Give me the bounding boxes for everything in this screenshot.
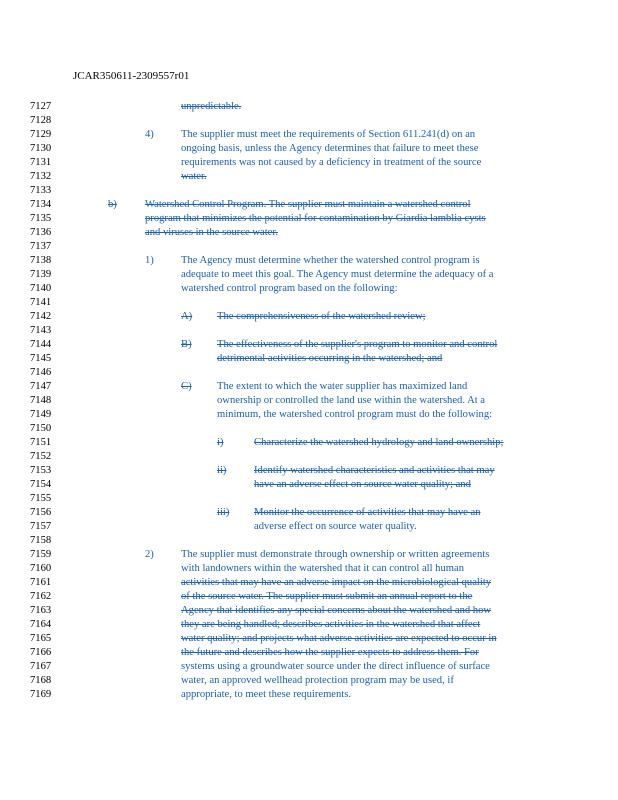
- line-number: 7153: [30, 465, 52, 476]
- line-number: 7140: [30, 283, 52, 294]
- line-number: 7168: [30, 675, 52, 686]
- item-label: 4): [145, 129, 154, 140]
- item-b2-line: water, an approved wellhead protection program may be used, if: [181, 675, 454, 686]
- item-B-line: The effectiveness of the supplier's program to monitor and control: [217, 339, 498, 350]
- line-number: 7150: [30, 423, 52, 434]
- item-label: B): [181, 339, 192, 350]
- item-B-line: detrimental activities occurring in the watershed; and: [217, 353, 443, 364]
- item-b2-line: with landowners within the watershed that it can control all human: [181, 563, 465, 574]
- line-number: 7154: [30, 479, 52, 490]
- line-number: 7127: [30, 101, 52, 112]
- item-4-line: water.: [181, 171, 207, 182]
- section-b-label: b): [108, 199, 117, 210]
- line-number: 7133: [30, 185, 52, 196]
- line-number: 7152: [30, 451, 52, 462]
- section-b-line: Watershed Control Program. The supplier must maintain a watershed control: [145, 199, 471, 210]
- section-b-line: and viruses in the source water.: [145, 227, 278, 238]
- item-label: 1): [145, 255, 154, 266]
- line-number: 7149: [30, 409, 52, 420]
- item-b2-line: water quality; and projects what adverse activities are expected to occur in: [181, 633, 497, 644]
- item-iii-line: Monitor the occurrence of activities that may have an: [254, 507, 481, 518]
- line-number: 7158: [30, 535, 52, 546]
- item-label: A): [181, 311, 193, 322]
- line-number: 7142: [30, 311, 52, 322]
- item-label: ii): [217, 465, 227, 476]
- line-number: 7162: [30, 591, 52, 602]
- line-number: 7160: [30, 563, 52, 574]
- item-b1-line: watershed control program based on the following:: [181, 283, 398, 294]
- item-b2-line: they are being handled; describes activities in the watershed that affect: [181, 619, 481, 630]
- line-number: 7155: [30, 493, 52, 504]
- line-number: 7169: [30, 689, 52, 700]
- line-number: 7128: [30, 115, 52, 126]
- line-number: 7131: [30, 157, 52, 168]
- item-b1-line: The Agency must determine whether the watershed control program is: [181, 255, 480, 266]
- struck-text: unpredictable.: [181, 101, 242, 112]
- line-number: 7156: [30, 507, 52, 518]
- line-number: 7146: [30, 367, 52, 378]
- line-number: 7147: [30, 381, 52, 392]
- item-b2-line: the future and describes how the supplier expects to address them. For: [181, 647, 479, 658]
- line-number: 7129: [30, 129, 52, 140]
- line-number: 7163: [30, 605, 52, 616]
- item-4-line: The supplier must meet the requirements of Section 611.241(d) on an: [181, 129, 476, 140]
- item-iii-line: adverse effect on source water quality.: [254, 521, 417, 532]
- item-C-line: ownership or controlled the land use within the watershed. At a: [217, 395, 486, 406]
- line-number: 7143: [30, 325, 52, 336]
- line-number: 7166: [30, 647, 52, 658]
- item-b2-line: systems using a groundwater source under the direct influence of surface: [181, 661, 490, 672]
- line-number: 7148: [30, 395, 52, 406]
- item-A-line: The comprehensiveness of the watershed review;: [217, 311, 426, 322]
- line-number: 7145: [30, 353, 52, 364]
- line-number: 7136: [30, 227, 52, 238]
- section-b-line: program that minimizes the potential for contamination by Giardia lamblia cysts: [145, 213, 486, 224]
- line-number: 7130: [30, 143, 52, 154]
- item-4-line: ongoing basis, unless the Agency determines that failure to meet these: [181, 143, 479, 154]
- item-label: C): [181, 381, 192, 392]
- item-b2-line: Agency that identifies any special concerns about the watershed and how: [181, 605, 492, 616]
- item-label: i): [217, 437, 224, 448]
- line-number: 7159: [30, 549, 52, 560]
- line-number: 7164: [30, 619, 52, 630]
- line-number: 7132: [30, 171, 52, 182]
- line-number: 7137: [30, 241, 52, 252]
- line-number: 7165: [30, 633, 52, 644]
- document-id: JCAR350611-2309557r01: [73, 70, 190, 82]
- line-number: 7135: [30, 213, 52, 224]
- item-i-line: Characterize the watershed hydrology and land ownership;: [254, 437, 504, 448]
- item-ii-line: have an adverse effect on source water quality; and: [254, 479, 471, 490]
- item-label: iii): [217, 507, 230, 518]
- line-number: 7134: [30, 199, 52, 210]
- line-number: 7144: [30, 339, 52, 350]
- item-C-line: minimum, the watershed control program must do the following:: [217, 409, 493, 420]
- line-number: 7138: [30, 255, 52, 266]
- line-number: 7161: [30, 577, 52, 588]
- line-number: 7157: [30, 521, 52, 532]
- item-b2-line: of the source water. The supplier must submit an annual report to the: [181, 591, 473, 602]
- item-b2-line: The supplier must demonstrate through ownership or written agreements: [181, 549, 490, 560]
- item-C-line: The extent to which the water supplier has maximized land: [217, 381, 468, 392]
- line-number: 7151: [30, 437, 52, 448]
- item-label: 2): [145, 549, 154, 560]
- item-ii-line: Identify watershed characteristics and activities that may: [254, 465, 495, 476]
- item-b1-line: adequate to meet this goal. The Agency must determine the adequacy of a: [181, 269, 494, 280]
- line-number: 7141: [30, 297, 52, 308]
- item-b2-line: appropriate, to meet these requirements.: [181, 689, 352, 700]
- item-4-line: requirements was not caused by a deficiency in treatment of the source: [181, 157, 482, 168]
- item-b2-line: activities that may have an adverse impact on the microbiological quality: [181, 577, 492, 588]
- line-number: 7167: [30, 661, 52, 672]
- line-number: 7139: [30, 269, 52, 280]
